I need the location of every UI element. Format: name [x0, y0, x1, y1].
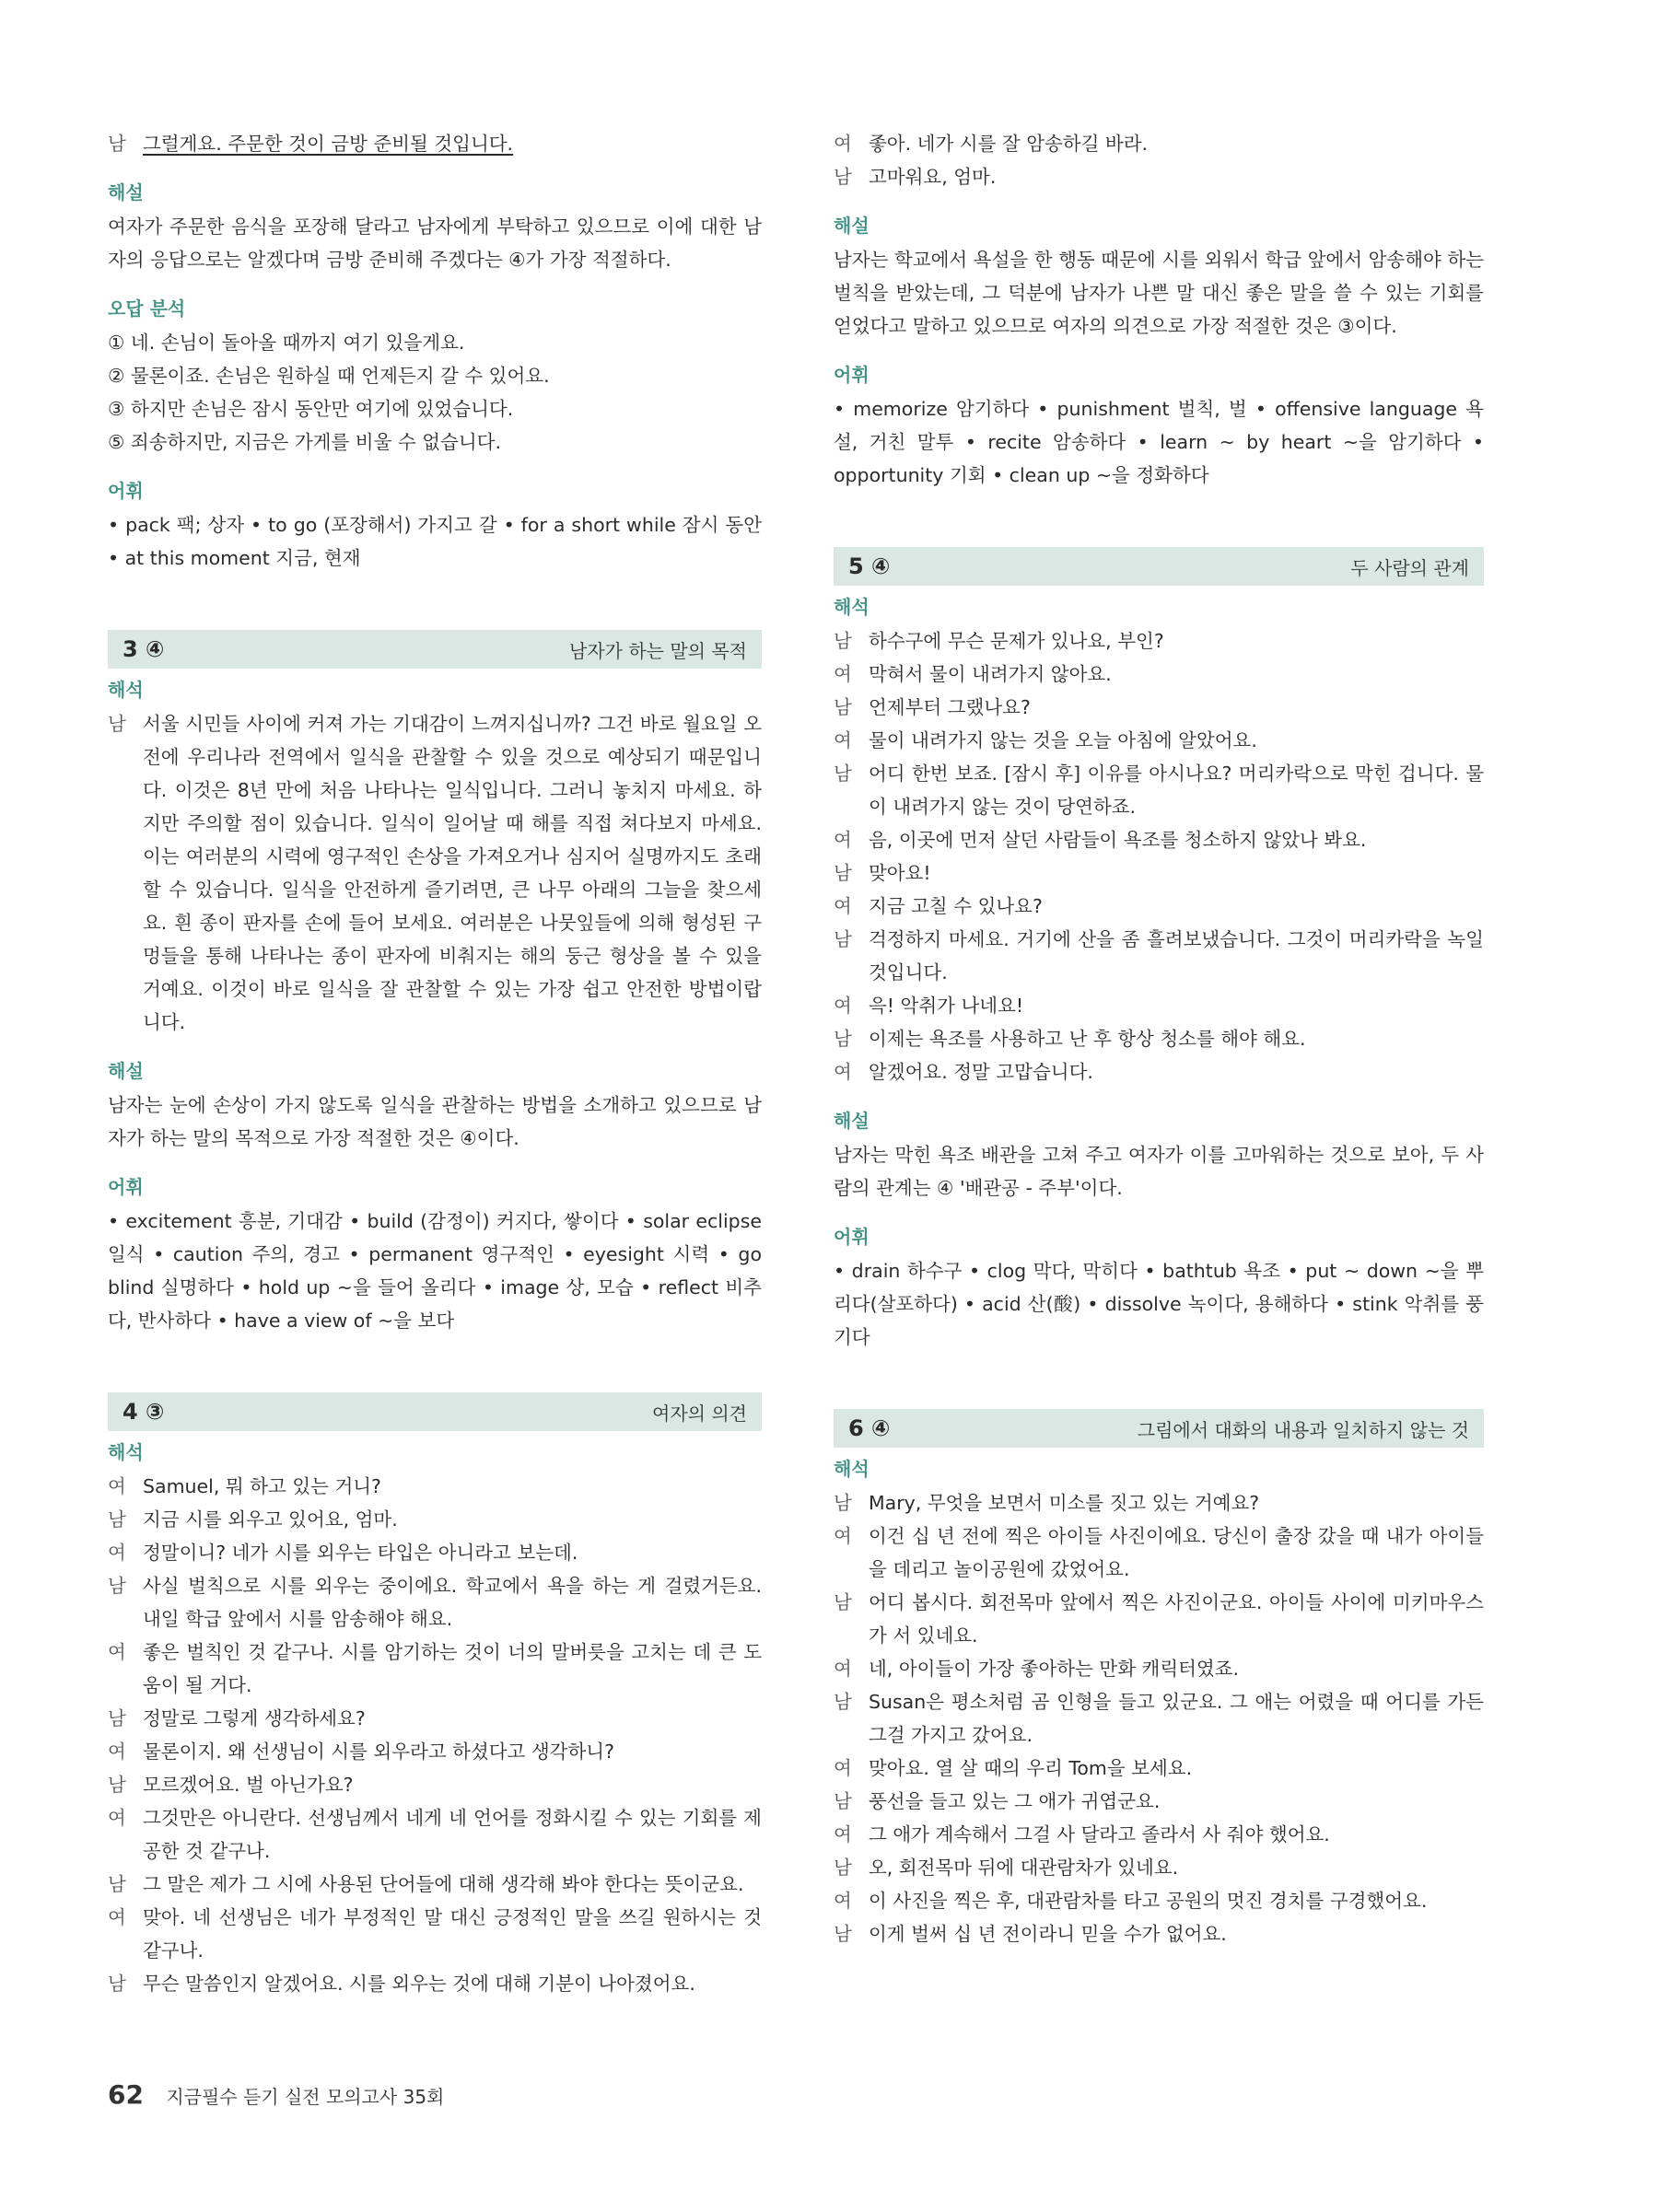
dialogue-line [834, 1851, 1484, 1884]
dialogue-text: 물이 내려가지 않는 것을 오늘 아침에 알았어요. [869, 729, 1257, 751]
dialogue-text: 어디 한번 보죠. [잠시 후] 이유를 아시나요? 머리카락으로 막힌 겁니다. 물이 내려가지 않는 것이 당연하죠. [869, 763, 1484, 818]
book-title: 지금필수 듣기 실전 모의고사 35회 [166, 2086, 445, 2108]
explanation-label: 해설 [108, 1060, 144, 1082]
speaker-label: 남 [834, 630, 852, 652]
dialogue-line [834, 691, 1484, 724]
dialogue-text: Susan은 평소처럼 곰 인형을 들고 있군요. 그 애는 어렸을 때 어디를 가든 그걸 가지고 갔어요. [869, 1691, 1484, 1746]
dialogue-text: 맞아. 네 선생님은 네가 부정적인 말 대신 긍정적인 말을 쓰길 원하시는 것 같구나. [143, 1906, 762, 1962]
dialogue-text: 하수구에 무슨 문제가 있나요, 부인? [869, 630, 1164, 652]
dialogue-text: 이제는 욕조를 사용하고 난 후 항상 청소를 해야 해요. [869, 1028, 1306, 1050]
dialogue-text: 음, 이곳에 먼저 살던 사람들이 욕조를 청소하지 않았나 봐요. [869, 829, 1367, 851]
dialogue-line [834, 160, 1484, 193]
speaker-label: 남 [834, 763, 852, 785]
explanation-label: 해설 [834, 215, 870, 237]
vocab-text: • excitement 흥분, 기대감 • build (감정이) 커지다, 쌓이다 • solar eclipse 일식 • caution 주의, 경고 • permanent 영구적인 • eyesight 시력 • go blind 실명하다 • hold up ~을 들어 올리다 • image 상, 모습 • reflect 비추다, 반사하다 • have a view of ~을 보다 [108, 1210, 762, 1332]
dialogue-line [834, 1785, 1484, 1818]
dialogue-text: 그 말은 제가 그 시에 사용된 단어들에 대해 생각해 봐야 한다는 뜻이군요. [143, 1873, 744, 1895]
left-column [108, 127, 762, 2000]
dialogue-text: 걱정하지 마세요. 거기에 산을 좀 흘려보냈습니다. 그것이 머리카락을 녹일 것입니다. [869, 928, 1484, 984]
question-header-4 [108, 1392, 762, 1431]
dialogue-line [108, 1702, 762, 1735]
dialogue-text: 무슨 말씀인지 알겠어요. 시를 외우는 것에 대해 기분이 나아졌어요. [143, 1973, 695, 1995]
vocab-label: 어휘 [834, 364, 870, 386]
speaker-label: 남 [108, 1973, 126, 1995]
question-type: 여자의 의견 [652, 1402, 747, 1425]
speaker-label: 여 [108, 1740, 126, 1763]
page-number: 62 [108, 2079, 144, 2110]
speaker-label: 여 [108, 1475, 126, 1497]
dialogue-text: 고마워요, 엄마. [869, 166, 997, 188]
dialogue-text: 모르겠어요. 벌 아닌가요? [143, 1774, 354, 1796]
vocab-label: 어휘 [108, 1176, 144, 1198]
speaker-label: 여 [834, 729, 852, 751]
speaker-label: 여 [834, 1890, 852, 1912]
dialogue-text: 지금 고칠 수 있나요? [869, 895, 1043, 917]
speaker-label: 여 [108, 1906, 126, 1928]
dialogue-text: 서울 시민들 사이에 커져 가는 기대감이 느껴지십니까? 그건 바로 월요일 오전에 우리나라 전역에서 일식을 관찰할 수 있을 것으로 예상되기 때문입니다. 이것은 8년 만에 처음 나타나는 일식입니다. 그러니 놓치지 마세요. 하지만 주의할 점이 있습니다. 일식이 일어날 때 해를 직접 쳐다보지 마세요. 이는 여러분의 시력에 영구적인 손상을 가져오거나 심지어 실명까지도 초래할 수 있습니다. 일식을 안전하게 즐기려면, 큰 나무 아래의 그늘을 찾으세요. 흰 종이 판자를 손에 들어 보세요. 여러분은 나뭇잎들에 의해 형성된 구멍들을 통해 나타나는 종이 판자에 비춰지는 해의 둥근 형상을 볼 수 있을 거예요. 이것이 바로 일식을 잘 관찰할 수 있는 가장 쉽고 안전한 방법이랍니다. [143, 713, 762, 1033]
speaker-label: 남 [834, 1923, 852, 1945]
speaker-label: 남 [834, 1790, 852, 1812]
question-number: 3 ④ [123, 636, 165, 662]
dialogue-text: 그 애가 계속해서 그걸 사 달라고 졸라서 사 줘야 했어요. [869, 1823, 1330, 1845]
question-number: 4 ③ [123, 1399, 165, 1425]
speaker-label: 여 [834, 995, 852, 1017]
speaker-label: 남 [834, 1492, 852, 1514]
dialogue-text: 그럴게요. 주문한 것이 금방 준비될 것입니다. [143, 133, 514, 155]
dialogue-line [108, 1768, 762, 1801]
wrong-option: ③ 하지만 손님은 잠시 동안만 여기에 있었습니다. [108, 398, 514, 420]
explanation-text: 남자는 막힌 욕조 배관을 고쳐 주고 여자가 이를 고마워하는 것으로 보아, 두 사람의 관계는 ④ '배관공 - 주부'이다. [834, 1144, 1484, 1199]
speaker-label: 여 [108, 1641, 126, 1663]
speaker-label: 여 [834, 1061, 852, 1083]
speaker-label: 남 [108, 713, 126, 735]
dialogue-text: 막혀서 물이 내려가지 않아요. [869, 663, 1112, 685]
dialogue-text: Samuel, 뭐 하고 있는 거니? [143, 1475, 381, 1497]
script-label: 해석 [108, 1441, 144, 1463]
wrong-option: ⑤ 죄송하지만, 지금은 가게를 비울 수 없습니다. [108, 431, 501, 453]
dialogue-line [108, 1801, 762, 1868]
dialogue-line [108, 1503, 762, 1536]
dialogue-line [108, 1735, 762, 1768]
speaker-label: 남 [108, 133, 126, 155]
dialogue-text: 좋아. 네가 시를 잘 암송하길 바라. [869, 133, 1149, 155]
dialogue-line [834, 890, 1484, 923]
dialogue-line [108, 1536, 762, 1569]
speaker-label: 여 [108, 1542, 126, 1564]
dialogue-line [834, 923, 1484, 989]
dialogue-text: 지금 시를 외우고 있어요, 엄마. [143, 1508, 398, 1531]
speaker-label: 남 [108, 1508, 126, 1531]
script-label: 해석 [834, 1458, 870, 1480]
dialogue-line [834, 1818, 1484, 1851]
dialogue-line [834, 1752, 1484, 1785]
dialogue-line [834, 658, 1484, 691]
dialogue-line [834, 1586, 1484, 1652]
dialogue-line [108, 1967, 762, 2000]
dialogue-line [834, 724, 1484, 757]
dialogue-text: 어디 봅시다. 회전목마 앞에서 찍은 사진이군요. 아이들 사이에 미키마우스가 서 있네요. [869, 1591, 1484, 1647]
speaker-label: 남 [834, 1857, 852, 1879]
dialogue-text: 맞아요! [869, 862, 931, 884]
dialogue-line [108, 1901, 762, 1967]
dialogue-line [834, 1884, 1484, 1917]
dialogue-line [834, 1685, 1484, 1752]
dialogue-text: 네, 아이들이 가장 좋아하는 만화 캐릭터였죠. [869, 1658, 1240, 1680]
wrong-option: ① 네. 손님이 돌아올 때까지 여기 있을게요. [108, 332, 465, 354]
dialogue-text: 오, 회전목마 뒤에 대관람차가 있네요. [869, 1857, 1179, 1879]
dialogue-text: 윽! 악취가 나네요! [869, 995, 1024, 1017]
dialogue-line [108, 707, 762, 1039]
page-footer [108, 2079, 444, 2110]
dialogue-text: 물론이지. 왜 선생님이 시를 외우라고 하셨다고 생각하니? [143, 1740, 614, 1763]
speaker-label: 남 [108, 1774, 126, 1796]
vocab-label: 어휘 [834, 1226, 870, 1248]
explanation-text: 여자가 주문한 음식을 포장해 달라고 남자에게 부탁하고 있으므로 이에 대한 남자의 응답으로는 알겠다며 금방 준비해 주겠다는 ④가 가장 적절하다. [108, 215, 762, 271]
question-type: 남자가 하는 말의 목적 [569, 639, 747, 662]
dialogue-text: Mary, 무엇을 보면서 미소를 짓고 있는 거예요? [869, 1492, 1260, 1514]
wrong-option: ② 물론이죠. 손님은 원하실 때 언제든지 갈 수 있어요. [108, 365, 550, 387]
vocab-text: • memorize 암기하다 • punishment 벌칙, 벌 • offensive language 욕설, 거친 말투 • recite 암송하다 • learn ~ by heart ~을 암기하다 • opportunity 기회 • clean up ~을 정화하다 [834, 398, 1484, 486]
speaker-label: 여 [834, 1658, 852, 1680]
dialogue-line [834, 823, 1484, 856]
speaker-label: 남 [834, 1591, 852, 1613]
dialogue-line [834, 127, 1484, 160]
explanation-text: 남자는 눈에 손상이 가지 않도록 일식을 관찰하는 방법을 소개하고 있으므로 남자가 하는 말의 목적으로 가장 적절한 것은 ④이다. [108, 1094, 762, 1149]
speaker-label: 여 [834, 1823, 852, 1845]
speaker-label: 여 [834, 895, 852, 917]
dialogue-line [834, 1055, 1484, 1089]
speaker-label: 남 [834, 1028, 852, 1050]
vocab-text: • pack 팩; 상자 • to go (포장해서) 가지고 갈 • for a short while 잠시 동안 • at this moment 지금, 현재 [108, 514, 762, 569]
question-header-6 [834, 1409, 1484, 1448]
right-column [834, 127, 1484, 1950]
question-type: 그림에서 대화의 내용과 일치하지 않는 것 [1137, 1418, 1469, 1441]
dialogue-line [834, 1486, 1484, 1519]
speaker-label: 남 [108, 1873, 126, 1895]
dialogue-text: 정말로 그렇게 생각하세요? [143, 1707, 366, 1729]
dialogue-line [108, 1470, 762, 1503]
speaker-label: 여 [108, 1807, 126, 1829]
question-type: 두 사람의 관계 [1350, 556, 1469, 579]
speaker-label: 여 [834, 1757, 852, 1779]
speaker-label: 남 [108, 1707, 126, 1729]
speaker-label: 남 [834, 928, 852, 950]
dialogue-line [108, 127, 762, 160]
dialogue-text: 알겠어요. 정말 고맙습니다. [869, 1061, 1093, 1083]
dialogue-text: 이건 십 년 전에 찍은 아이들 사진이에요. 당신이 출장 갔을 때 내가 아이들을 데리고 놀이공원에 갔었어요. [869, 1525, 1484, 1580]
dialogue-text: 언제부터 그랬나요? [869, 696, 1031, 718]
explanation-label: 해설 [834, 1110, 870, 1132]
speaker-label: 남 [834, 862, 852, 884]
dialogue-line [108, 1636, 762, 1702]
speaker-label: 여 [834, 133, 852, 155]
dialogue-line [834, 856, 1484, 890]
dialogue-line [834, 624, 1484, 658]
vocab-text: • drain 하수구 • clog 막다, 막히다 • bathtub 욕조 • put ~ down ~을 뿌리다(살포하다) • acid 산(酸) • dissolve 녹이다, 용해하다 • stink 악취를 풍기다 [834, 1260, 1484, 1348]
dialogue-line [834, 1519, 1484, 1586]
dialogue-text: 맞아요. 열 살 때의 우리 Tom을 보세요. [869, 1757, 1193, 1779]
dialogue-line [834, 757, 1484, 823]
dialogue-text: 이 사진을 찍은 후, 대관람차를 타고 공원의 멋진 경치를 구경했어요. [869, 1890, 1428, 1912]
dialogue-line [108, 1569, 762, 1636]
dialogue-text: 사실 벌칙으로 시를 외우는 중이에요. 학교에서 욕을 하는 게 걸렸거든요. 내일 학급 앞에서 시를 암송해야 해요. [143, 1575, 762, 1630]
dialogue-line [108, 1868, 762, 1901]
dialogue-text: 정말이니? 네가 시를 외우는 타입은 아니라고 보는데. [143, 1542, 578, 1564]
dialogue-line [834, 1652, 1484, 1685]
speaker-label: 여 [834, 663, 852, 685]
dialogue-line [834, 1917, 1484, 1950]
explanation-label: 해설 [108, 181, 144, 204]
speaker-label: 여 [834, 1525, 852, 1547]
speaker-label: 남 [834, 696, 852, 718]
question-number: 6 ④ [848, 1415, 891, 1441]
dialogue-text: 풍선을 들고 있는 그 애가 귀엽군요. [869, 1790, 1161, 1812]
speaker-label: 남 [108, 1575, 126, 1597]
speaker-label: 남 [834, 1691, 852, 1713]
dialogue-text: 그것만은 아니란다. 선생님께서 네게 네 언어를 정화시킬 수 있는 기회를 제공한 것 같구나. [143, 1807, 762, 1862]
script-label: 해석 [108, 679, 144, 701]
question-header-3 [108, 630, 762, 669]
vocab-label: 어휘 [108, 480, 144, 502]
question-number: 5 ④ [848, 553, 891, 579]
speaker-label: 여 [834, 829, 852, 851]
dialogue-line [834, 1022, 1484, 1055]
explanation-text: 남자는 학교에서 욕설을 한 행동 때문에 시를 외워서 학급 앞에서 암송해야 하는 벌칙을 받았는데, 그 덕분에 남자가 나쁜 말 대신 좋은 말을 쓸 수 있는 기회를 얻었다고 말하고 있으므로 여자의 의견으로 가장 적절한 것은 ③이다. [834, 249, 1484, 337]
script-label: 해석 [834, 596, 870, 618]
dialogue-text: 이게 벌써 십 년 전이라니 믿을 수가 없어요. [869, 1923, 1227, 1945]
dialogue-line [834, 989, 1484, 1022]
dialogue-text: 좋은 벌칙인 것 같구나. 시를 암기하는 것이 너의 말버릇을 고치는 데 큰 도움이 될 거다. [143, 1641, 762, 1696]
question-header-5 [834, 547, 1484, 586]
speaker-label: 남 [834, 166, 852, 188]
wrong-analysis-label: 오답 분석 [108, 297, 186, 320]
